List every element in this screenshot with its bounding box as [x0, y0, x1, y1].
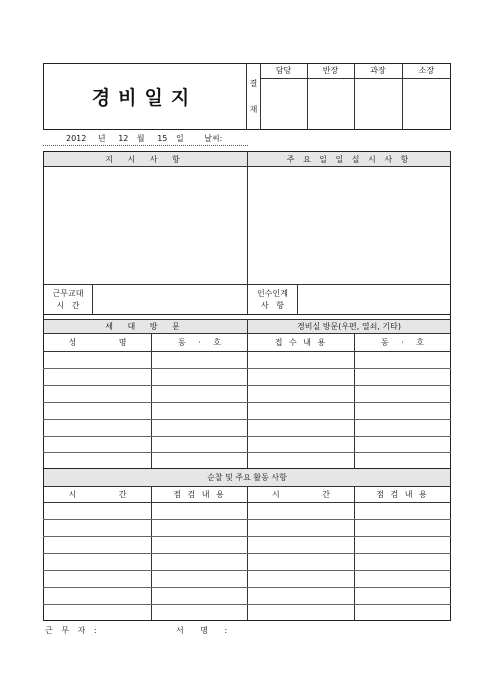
col-inspection2: 점 검 내 용 [376, 490, 429, 499]
approval-role-manager: 과장 [370, 66, 386, 75]
instructions-area[interactable] [44, 167, 247, 284]
signature-field[interactable] [225, 624, 285, 637]
col-unit2: 동 · 호 [380, 338, 425, 347]
date-month-unit: 월 [136, 134, 145, 143]
col-time: 시 간 [68, 490, 127, 499]
document-title: 경비일지 [91, 87, 198, 109]
weather-label: 날씨: [204, 134, 223, 143]
patrol-row[interactable] [44, 588, 450, 604]
approval-label-bottom: 재 [249, 104, 258, 114]
daily-log-header: 주 요 일 일 실 시 사 항 [286, 154, 412, 164]
visit-row[interactable] [44, 437, 450, 452]
household-visit-header: 세 대 방 문 [105, 321, 186, 331]
patrol-header: 순찰 및 주요 활동 사항 [207, 473, 287, 482]
approval-sign-staff[interactable] [261, 79, 306, 129]
visit-row[interactable] [44, 386, 450, 402]
office-visit-header: 경비실 방문(우편, 열쇠, 기타) [297, 321, 401, 331]
col-name: 성 명 [68, 338, 127, 347]
date-day-unit: 일 [175, 134, 184, 143]
col-inspection: 점 검 내 용 [173, 490, 226, 499]
approval-role-leader: 반장 [322, 66, 339, 75]
visit-row[interactable] [44, 352, 450, 368]
date-day: 15 [157, 134, 168, 143]
col-unit: 동 · 호 [177, 338, 222, 347]
worker-label: 근 무 자 : [45, 626, 100, 635]
date-month: 12 [118, 134, 129, 143]
approval-role-director: 소장 [418, 66, 435, 75]
approval-sign-manager[interactable] [355, 79, 401, 129]
patrol-row[interactable] [44, 520, 450, 536]
date-year-unit: 년 [97, 134, 106, 143]
date-underline [43, 145, 248, 146]
instructions-header: 지 시 사 항 [105, 154, 186, 164]
worker-field[interactable] [110, 624, 170, 637]
daily-log-area[interactable] [248, 167, 450, 284]
handover-label: 인수인계 사 항 [257, 288, 288, 310]
approval-role-staff: 담당 [275, 66, 292, 75]
approval-sign-director[interactable] [403, 79, 450, 129]
signature-label: 서 명 : [176, 626, 231, 635]
visit-row[interactable] [44, 453, 450, 468]
handover-field[interactable] [298, 285, 450, 314]
shift-change-field[interactable] [93, 285, 247, 314]
date-year: 2012 [66, 134, 87, 143]
patrol-row[interactable] [44, 503, 450, 519]
patrol-row[interactable] [44, 537, 450, 553]
col-time2: 시 간 [272, 490, 330, 499]
date-line [66, 133, 222, 145]
patrol-row[interactable] [44, 554, 450, 570]
patrol-row[interactable] [44, 571, 450, 587]
visit-row[interactable] [44, 403, 450, 419]
visit-row[interactable] [44, 420, 450, 436]
approval-sign-leader[interactable] [308, 79, 353, 129]
col-reception: 접 수 내 용 [274, 338, 328, 347]
approval-label-top: 결 [249, 78, 258, 88]
patrol-row[interactable] [44, 605, 450, 620]
shift-change-label: 근무교대 시 간 [52, 288, 84, 310]
visit-row[interactable] [44, 369, 450, 385]
